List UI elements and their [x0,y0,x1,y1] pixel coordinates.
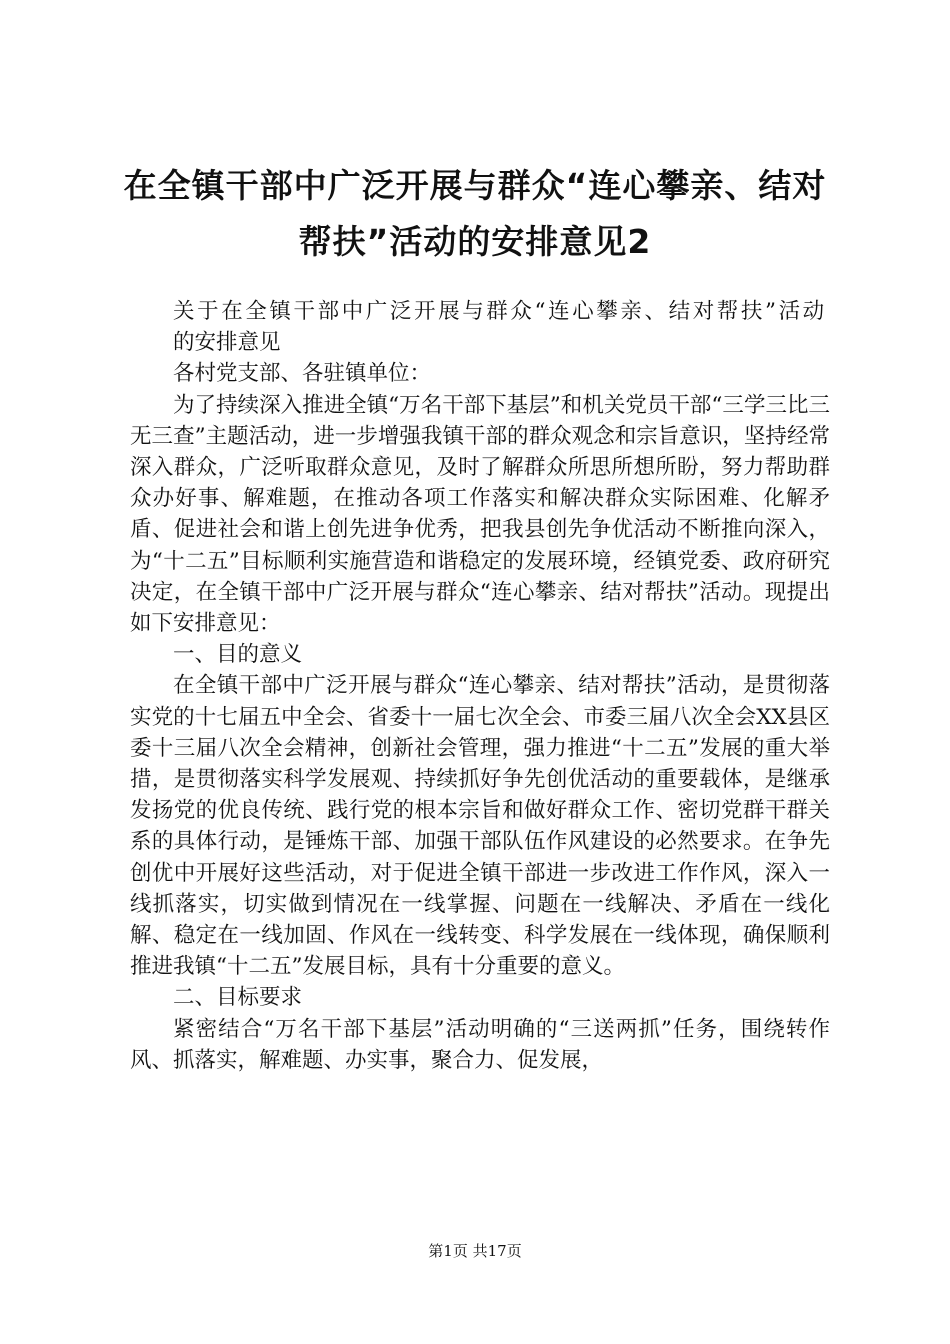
paragraph-intro: 为了持续深入推进全镇“万名干部下基层”和机关党员干部“三学三比三无三查”主题活动，进一步增强我镇干部的群众观念和宗旨意识，坚持经常深入群众，广泛听取群众意见，及时了解群众所思所想所盼，努力帮助群众办好事、解难题，在推动各项工作落实和解决群众实际困难、化解矛盾、促进社会和谐上创先进争优秀，把我县创先争优活动不断推向深入，为“十二五”目标顺利实施营造和谐稳定的发展环境，经镇党委、政府研究决定，在全镇干部中广泛开展与群众“连心攀亲、结对帮扶”活动。现提出如下安排意见： [130,392,830,637]
paragraph-goals: 紧密结合“万名干部下基层”活动明确的“三送两抓”任务，围绕转作风、抓落实，解难题、办实事，聚合力、促发展， [130,1016,830,1073]
subtitle-line-2: 的安排意见 [173,330,281,356]
subtitle-line-1: 关于在全镇干部中广泛开展与群众“连心攀亲、结对帮扶”活动 [173,299,827,324]
document-title: 在全镇干部中广泛开展与群众“连心攀亲、结对帮扶”活动的安排意见2 [123,166,827,261]
document-body [130,296,830,1076]
section-heading-goals: 二、目标要求 [173,985,303,1011]
page-number: 第1页 共17页 [428,1242,522,1260]
section-heading-purpose: 一、目的意义 [173,642,303,668]
salutation: 各村党支部、各驻镇单位： [173,361,432,387]
paragraph-purpose: 在全镇干部中广泛开展与群众“连心攀亲、结对帮扶”活动，是贯彻落实党的十七届五中全会、省委十一届七次全会、市委三届八次全会XX县区委十三届八次全会精神，创新社会管理，强力推进“十二五”发展的重大举措，是贯彻落实科学发展观、持续抓好争先创优活动的重要载体，是继承发扬党的优良传统、践行党的根本宗旨和做好群众工作、密切党群干群关系的具体行动，是锤炼干部、加强干部队伍作风建设的必然要求。在争先创优中开展好这些活动，对于促进全镇干部进一步改进工作作风，深入一线抓落实，切实做到情况在一线掌握、问题在一线解决、矛盾在一线化解、稳定在一线加固、作风在一线转变、科学发展在一线体现，确保顺利推进我镇“十二五”发展目标，具有十分重要的意义。 [130,673,830,980]
